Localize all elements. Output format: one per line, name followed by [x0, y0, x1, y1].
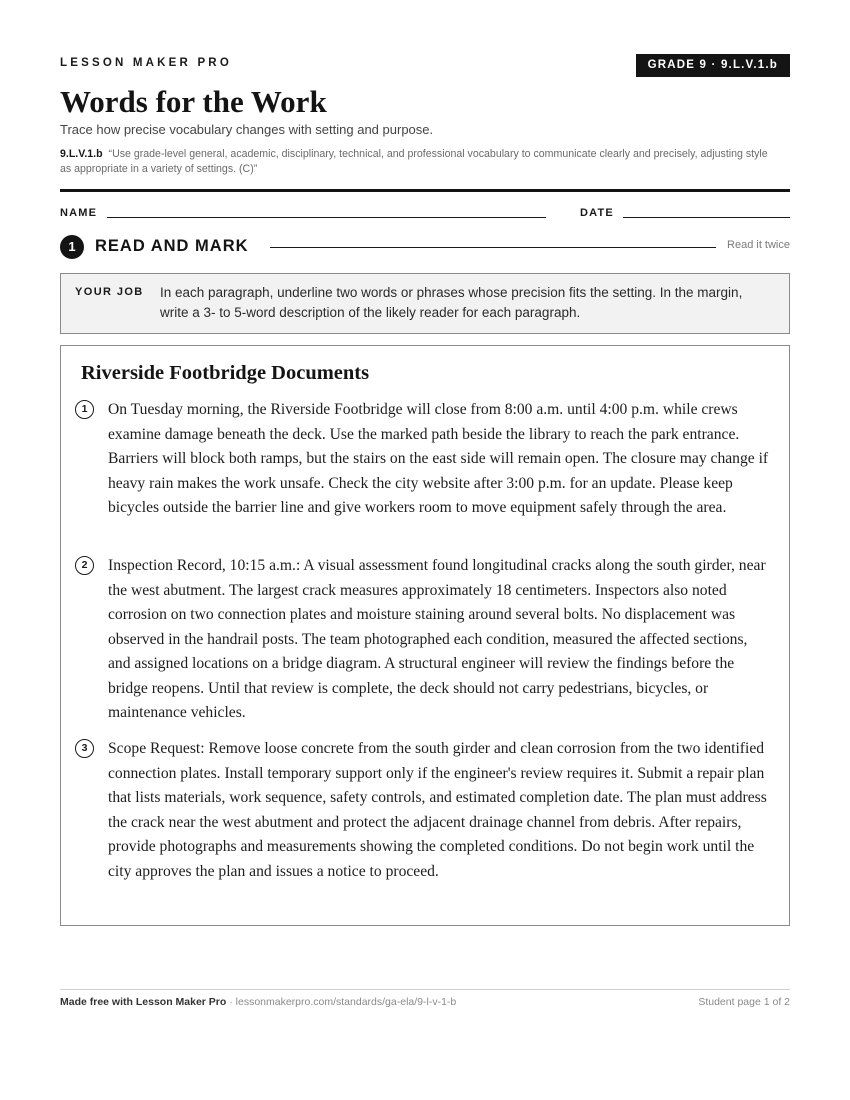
reading-title: Riverside Footbridge Documents: [81, 362, 370, 384]
page-footer: [60, 996, 790, 1008]
section-divider: [270, 247, 716, 248]
brand-name: LESSON MAKER PRO: [60, 57, 232, 69]
name-label: NAME: [60, 207, 98, 219]
footer-divider: [60, 989, 790, 990]
instructions-box: [60, 273, 790, 334]
paragraph-text[interactable]: Scope Request: Remove loose concrete from the south girder and clean corrosion from the two identified connection plates. Install temporary support only if the engineer's review requires it. Submit a repair plan that lists materials, work sequence, safety controls, and estimated completion date. The plan must address the crack near the west abutment and protect the adjacent drainage channel from debris. After repairs, provide photographs and measurements showing the completed conditions. Do not begin work until the city approves the plan and issues a notice to proceed.: [108, 740, 767, 880]
page-subtitle: Trace how precise vocabulary changes with setting and purpose.: [60, 122, 434, 137]
paragraph-number: 1: [75, 400, 94, 419]
date-label: DATE: [580, 207, 614, 219]
footer-url[interactable]: · lessonmakerpro.com/standards/ga-ela/9-l-v-1-b: [229, 996, 457, 1008]
instructions-text: In each paragraph, underline two words or phrases whose precision fits the setting. In the margin, write a 3- to 5-word description of the likely reader for each paragraph.: [160, 285, 743, 320]
grade-badge: GRADE 9 · 9.L.V.1.b: [636, 54, 790, 77]
paragraph-text[interactable]: Inspection Record, 10:15 a.m.: A visual assessment found longitudinal cracks along the south girder, near the west abutment. The largest crack measures approximately 18 centimeters. Inspectors also noted corrosion on two connection plates and moisture staining around several bolts. No displacement was observed in the handrail posts. The team photographed each condition, measured the affected sections, and assigned locations on a bridge diagram. A structural engineer will review the findings before the bridge reopens. Until that review is complete, the deck should not carry pedestrians, bicycles, or maintenance vehicles.: [108, 557, 766, 721]
section-header: [60, 234, 790, 260]
instructions-label: YOUR JOB: [75, 286, 144, 298]
section-note: Read it twice: [727, 239, 790, 251]
date-field[interactable]: [623, 217, 790, 218]
page-title: Words for the Work: [60, 84, 327, 119]
section-title: READ AND MARK: [95, 237, 249, 255]
student-fields: [60, 205, 790, 223]
standard-code: 9.L.V.1.b: [60, 148, 103, 160]
page-number: Student page 1 of 2: [698, 996, 790, 1008]
header-divider: [60, 189, 790, 192]
reading-passage-box: [60, 345, 790, 926]
paragraph-text[interactable]: On Tuesday morning, the Riverside Footbridge will close from 8:00 a.m. until 4:00 p.m. while crews examine damage beneath the deck. Use the marked path beside the library to reach the park entrance. Barriers will block both ramps, but the stairs on the east side will remain open. The closure may change if heavy rain makes the work unsafe. Check the city website after 3:00 p.m. for an update. Please keep bicycles outside the barrier line and give workers room to move equipment safely through the area.: [108, 401, 769, 516]
worksheet-page: [60, 0, 790, 1100]
paragraph-number: 3: [75, 739, 94, 758]
standard-statement: [60, 147, 775, 177]
section-number-badge: 1: [60, 235, 84, 259]
paragraph-number: 2: [75, 556, 94, 575]
top-bar: [60, 55, 790, 79]
paragraph-2[interactable]: [75, 554, 775, 721]
paragraph-1[interactable]: [75, 398, 775, 548]
standard-text: “Use grade-level general, academic, disciplinary, technical, and professional vocabulary to communicate clearly and precisely, adjusting style as appropriate in a variety of settings. (C)”: [60, 148, 768, 175]
footer-credit: Made free with Lesson Maker Pro: [60, 996, 227, 1008]
name-field[interactable]: [107, 217, 546, 218]
paragraph-3[interactable]: [75, 737, 775, 897]
